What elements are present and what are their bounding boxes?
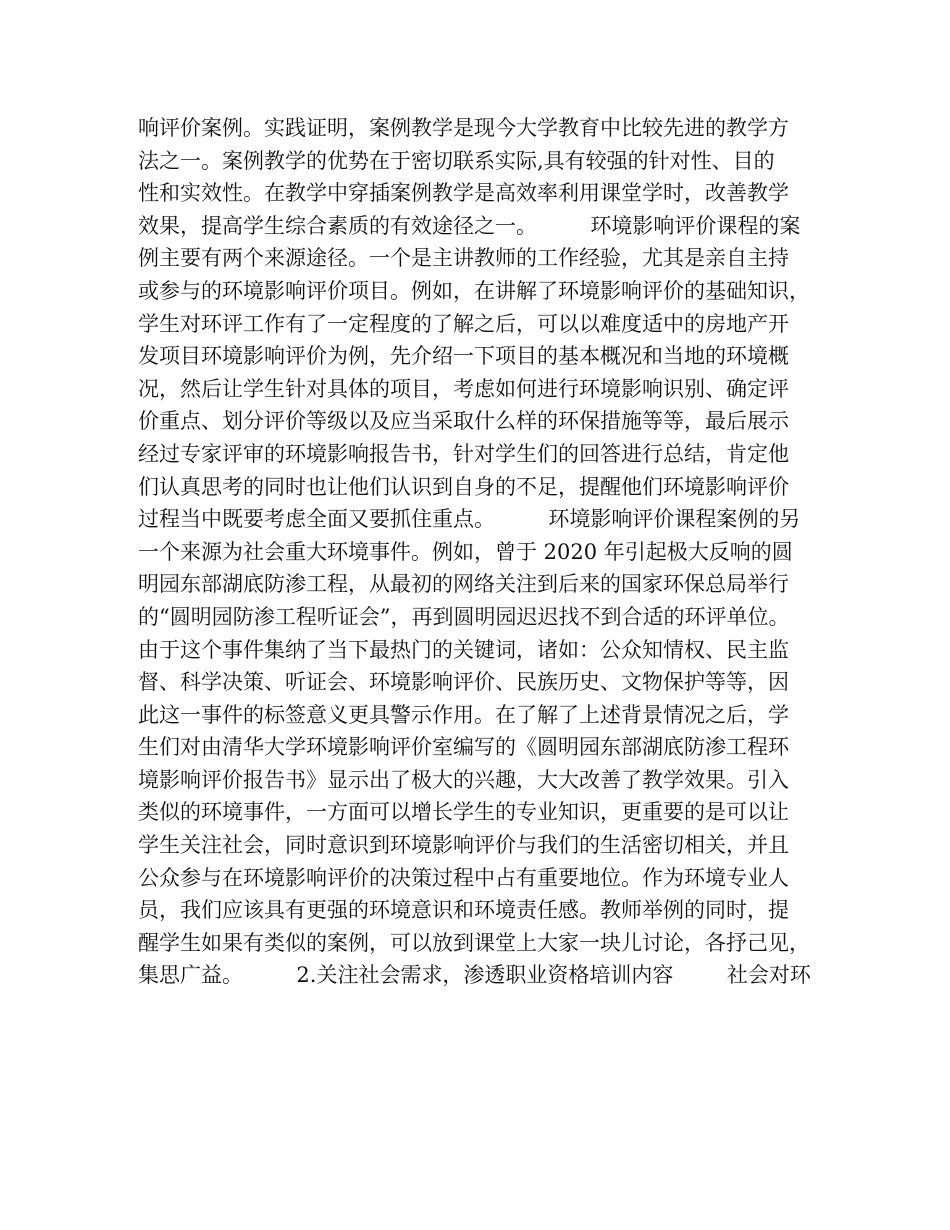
text-line: 集思广益。 2.关注社会需求，渗透职业资格培训内容 社会对环	[138, 963, 811, 988]
text-line: 境影响评价报告书》显示出了极大的兴趣，大大改善了教学效果。引入	[138, 767, 789, 792]
text-line: 性和实效性。在教学中穿插案例教学是高效率利用课堂学时，改善教学	[138, 181, 789, 206]
text-line: 过程当中既要考虑全面又要抓住重点。 环境影响评价课程案例的另	[138, 507, 801, 532]
text-line: 学生对环评工作有了一定程度的了解之后，可以以难度适中的房地产开	[138, 311, 789, 336]
text-line: 们认真思考的同时也让他们认识到自身的不足，提醒他们环境影响评价	[138, 474, 789, 499]
text-line: 经过专家评审的环境影响报告书，针对学生们的回答进行总结，肯定他	[138, 441, 789, 466]
text-line: 的“圆明园防渗工程听证会”，再到圆明园迟迟找不到合适的环评单位。	[138, 604, 790, 629]
text-line: 或参与的环境影响评价项目。例如，在讲解了环境影响评价的基础知识，	[138, 278, 810, 303]
text-line: 价重点、划分评价等级以及应当采取什么样的环保措施等等，最后展示	[138, 409, 789, 434]
text-line: 发项目环境影响评价为例，先介绍一下项目的基本概况和当地的环境概	[138, 344, 789, 369]
text-line: 公众参与在环境影响评价的决策过程中占有重要地位。作为环境专业人	[138, 865, 789, 890]
text-line: 由于这个事件集纳了当下最热门的关键词，诸如：公众知情权、民主监	[138, 637, 789, 662]
text-line: 法之一。案例教学的优势在于密切联系实际,具有较强的针对性、目的	[138, 148, 775, 173]
text-line: 效果，提高学生综合素质的有效途径之一。 环境影响评价课程的案	[138, 213, 801, 238]
text-line: 生们对由清华大学环境影响评价室编写的《圆明园东部湖底防渗工程环	[138, 735, 789, 760]
text-line: 学生关注社会，同时意识到环境影响评价与我们的生活密切相关，并且	[138, 833, 789, 858]
body-text	[138, 112, 828, 992]
text-line: 例主要有两个来源途径。一个是主讲教师的工作经验，尤其是亲自主持	[138, 246, 789, 271]
text-line: 响评价案例。实践证明，案例教学是现今大学教育中比较先进的教学方	[138, 116, 789, 140]
text-line: 明园东部湖底防渗工程，从最初的网络关注到后来的国家环保总局举行	[138, 572, 789, 597]
text-line: 此这一事件的标签意义更具警示作用。在了解了上述背景情况之后，学	[138, 702, 789, 727]
text-line: 督、科学决策、听证会、环境影响评价、民族历史、文物保护等等，因	[138, 670, 789, 695]
text-line: 况，然后让学生针对具体的项目，考虑如何进行环境影响识别、确定评	[138, 376, 789, 401]
text-line: 类似的环境事件，一方面可以增长学生的专业知识，更重要的是可以让	[138, 800, 789, 825]
text-line: 醒学生如果有类似的案例，可以放到课堂上大家一块儿讨论，各抒己见，	[138, 930, 810, 955]
text-line: 一个来源为社会重大环境事件。例如，曾于 2020 年引起极大反响的圆	[138, 539, 793, 564]
text-line: 员，我们应该具有更强的环境意识和环境责任感。教师举例的同时，提	[138, 898, 789, 923]
